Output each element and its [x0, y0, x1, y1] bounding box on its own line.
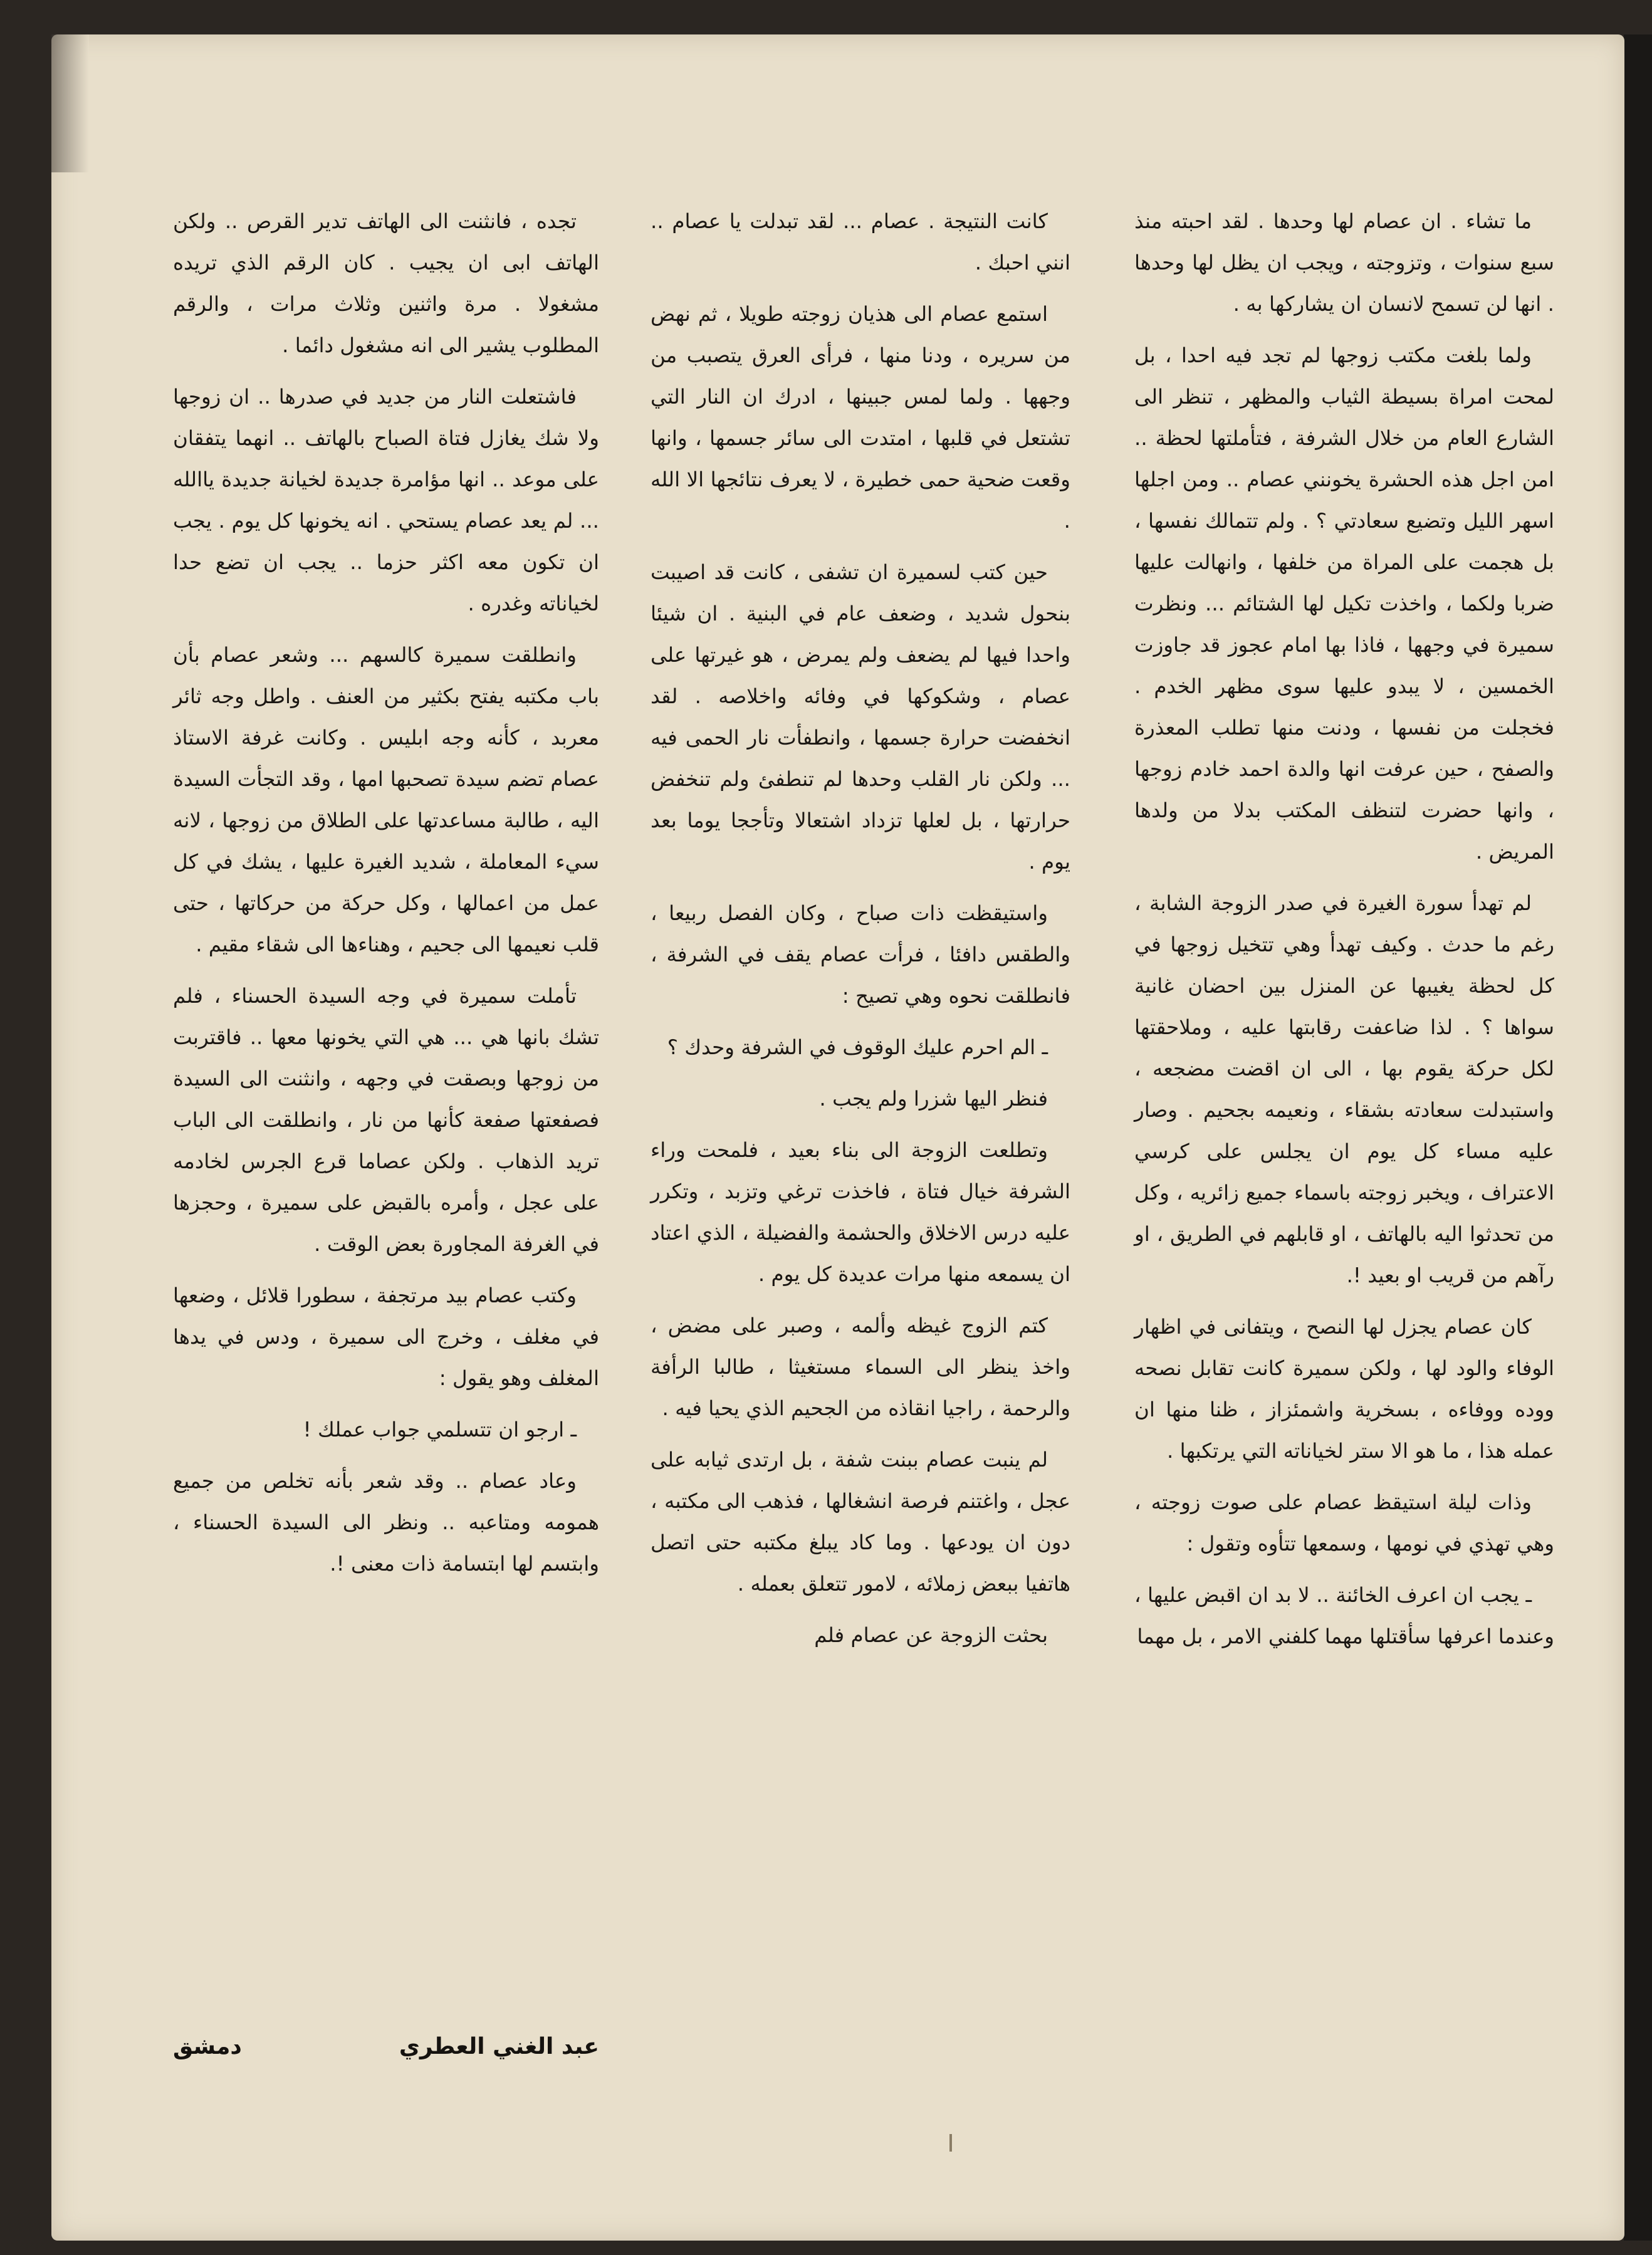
paragraph: تأملت سميرة في وجه السيدة الحسناء ، فلم تشك بانها هي ... هي التي يخونها معها .. فاقتربت من زوجها وبصقت في وجهه ، وانثنت الى السيدة فصفعتها صفعة كأنها من نار ، وانطلقت الى الباب تريد الذهاب . ولكن عصاما قرع الجرس لخادمه على عجل ، وأمره بالقبض على سميرة ، وحجزها في الغرفة المجاورة بعض الوقت .	[173, 984, 599, 1256]
text-column-left	[173, 201, 599, 2043]
book-spine	[1624, 34, 1652, 2241]
author-city: دمشق	[173, 2034, 242, 2059]
page-fold-shadow	[51, 34, 89, 172]
paragraph: ـ ارجو ان تتسلمي جواب عملك !	[303, 1418, 577, 1441]
paragraph: بحثت الزوجة عن عصام فلم	[814, 1623, 1048, 1647]
article-signature	[173, 2034, 599, 2078]
text-column-right	[1134, 201, 1554, 2043]
paragraph: لم تهدأ سورة الغيرة في صدر الزوجة الشابة ، رغم ما حدث . وكيف تهدأ وهي تتخيل زوجها في كل لحظة يغيبها عن المنزل بين احضان غانية سواها ؟ . لذا ضاعفت رقابتها عليه ، وملاحقتها لكل حركة يقوم بها ، الى ان اقضت مضجعه ، واستبدلت سعادته بشقاء ، ونعيمه بجحيم . وصار عليه مساء كل يوم ان يجلس على كرسي الاعتراف ، ويخبر زوجته باسماء جميع زائريه ، وكل من تحدثوا اليه بالهاتف ، او قابلهم في الطريق ، او رآهم من قريب او بعيد !.	[1134, 891, 1554, 1287]
text-column-middle	[651, 201, 1070, 2043]
paragraph: تجده ، فانثنت الى الهاتف تدير القرص .. ولكن الهاتف ابى ان يجيب . كان الرقم الذي تريده مشغولا . مرة واثنين وثلاث مرات ، والرقم المطلوب يشير الى انه مشغول دائما .	[173, 209, 599, 357]
author-name: عبد الغني العطري	[399, 2034, 599, 2059]
paragraph: لم ينبت عصام ببنت شفة ، بل ارتدى ثيابه على عجل ، واغتنم فرصة انشغالها ، فذهب الى مكتبه ، دون ان يودعها . وما كاد يبلغ مكتبه حتى اتصل هاتفيا ببعض زملائه ، لامور تتعلق بعمله .	[651, 1448, 1070, 1596]
paragraph: واستيقظت ذات صباح ، وكان الفصل ربيعا ، والطقس دافئا ، فرأت عصام يقف في الشرفة ، فانطلقت نحوه وهي تصيح :	[651, 901, 1070, 1008]
paragraph: كان عصام يجزل لها النصح ، ويتفانى في اظهار الوفاء والود لها ، ولكن سميرة كانت تقابل نصحه ووده ووفاءه ، بسخرية واشمئزاز ، ظنا منها ان عمله هذا ، ما هو الا ستر لخياناته التي يرتكبها .	[1134, 1315, 1554, 1463]
paragraph: ـ يجب ان اعرف الخائنة .. لا بد ان اقبض عليها ، وعندما اعرفها سأقتلها مهما كلفني الامر ، بل مهما	[1134, 1583, 1554, 1648]
paragraph: فاشتعلت النار من جديد في صدرها .. ان زوجها ولا شك يغازل فتاة الصباح بالهاتف .. انهما يتفقان على موعد .. انها مؤامرة جديدة لخيانة جديدة ياالله ... لم يعد عصام يستحي . انه يخونها كل يوم . يجب ان تكون معه اكثر حزما .. يجب ان تضع حدا لخياناته وغدره .	[173, 385, 599, 615]
paragraph: وتطلعت الزوجة الى بناء بعيد ، فلمحت وراء الشرفة خيال فتاة ، فاخذت ترغي وتزبد ، وتكرر عليه درس الاخلاق والحشمة والفضيلة ، الذي اعتاد ان يسمعه منها مرات عديدة كل يوم .	[651, 1138, 1070, 1286]
paragraph: ما تشاء . ان عصام لها وحدها . لقد احبته منذ سبع سنوات ، وتزوجته ، ويجب ان يظل لها وحدها . انها لن تسمح لانسان ان يشاركها به .	[1134, 209, 1554, 316]
paragraph: ولما بلغت مكتب زوجها لم تجد فيه احدا ، بل لمحت امراة بسيطة الثياب والمظهر ، تنظر الى الشارع العام من خلال الشرفة ، فتأملتها لحظة .. امن اجل هذه الحشرة يخونني عصام .. ومن اجلها اسهر الليل وتضيع سعادتي ؟ . ولم تتمالك نفسها ، بل هجمت على المراة من خلفها ، وانهالت عليها ضربا ولكما ، واخذت تكيل لها الشتائم ... ونظرت سميرة في وجهها ، فاذا بها امام عجوز قد جاوزت الخمسين ، لا يبدو عليها سوى مظهر الخدم . فخجلت من نفسها ، ودنت منها تطلب المعذرة والصفح ، حين عرفت انها والدة احمد خادم زوجها ، وانها حضرت لتنظف المكتب بدلا من ولدها المريض .	[1134, 343, 1554, 864]
paragraph: فنظر اليها شزرا ولم يجب .	[819, 1087, 1048, 1111]
paragraph: وعاد عصام .. وقد شعر بأنه تخلص من جميع همومه ومتاعبه .. ونظر الى السيدة الحسناء ، وابتسم لها ابتسامة ذات معنى !.	[173, 1469, 599, 1576]
page-crease-mark	[949, 2134, 952, 2152]
paragraph: ـ الم احرم عليك الوقوف في الشرفة وحدك ؟	[667, 1035, 1048, 1059]
paragraph: حين كتب لسميرة ان تشفى ، كانت قد اصيبت بنحول شديد ، وضعف عام في البنية . ان شيئا واحدا فيها لم يضعف ولم يمرض ، هو غيرتها على عصام ، وشكوكها في وفائه واخلاصه . لقد انخفضت حرارة جسمها ، وانطفأت نار الحمى فيه ... ولكن نار القلب وحدها لم تنطفئ ولم تنخفض حرارتها ، بل لعلها تزداد اشتعالا وتأججا يوما بعد يوم .	[651, 560, 1070, 874]
paragraph: استمع عصام الى هذيان زوجته طويلا ، ثم نهض من سريره ، ودنا منها ، فرأى العرق يتصبب من وجهها . ولما لمس جبينها ، ادرك ان النار التي تشتعل في قلبها ، امتدت الى سائر جسمها ، وانها وقعت ضحية حمى خطيرة ، لا يعرف نتائجها الا الله .	[651, 302, 1070, 533]
paragraph: وانطلقت سميرة كالسهم ... وشعر عصام بأن باب مكتبه يفتح بكثير من العنف . واطل وجه ثائر معربد ، كأنه وجه ابليس . وكانت غرفة الاستاذ عصام تضم سيدة تصحبها امها ، وقد التجأت السيدة اليه ، طالبة مساعدتها على الطلاق من زوجها ، لانه سيء المعاملة ، شديد الغيرة عليها ، يشك في كل عمل من اعمالها ، وكل حركة من حركاتها ، حتى قلب نعيمها الى جحيم ، وهناءها الى شقاء مقيم .	[173, 643, 599, 956]
paragraph: وذات ليلة استيقظ عصام على صوت زوجته ، وهي تهذي في نومها ، وسمعها تتأوه وتقول :	[1134, 1490, 1554, 1556]
paragraph: كتم الزوج غيظه وألمه ، وصبر على مضض ، واخذ ينظر الى السماء مستغيثا ، طالبا الرأفة والرحمة ، راجيا انقاذه من الجحيم الذي يحيا فيه .	[651, 1314, 1070, 1420]
paragraph: وكتب عصام بيد مرتجفة ، سطورا قلائل ، وضعها في مغلف ، وخرج الى سميرة ، ودس في يدها المغلف وهو يقول :	[173, 1284, 599, 1390]
paragraph: كانت النتيجة . عصام ... لقد تبدلت يا عصام .. انني احبك .	[651, 209, 1070, 275]
